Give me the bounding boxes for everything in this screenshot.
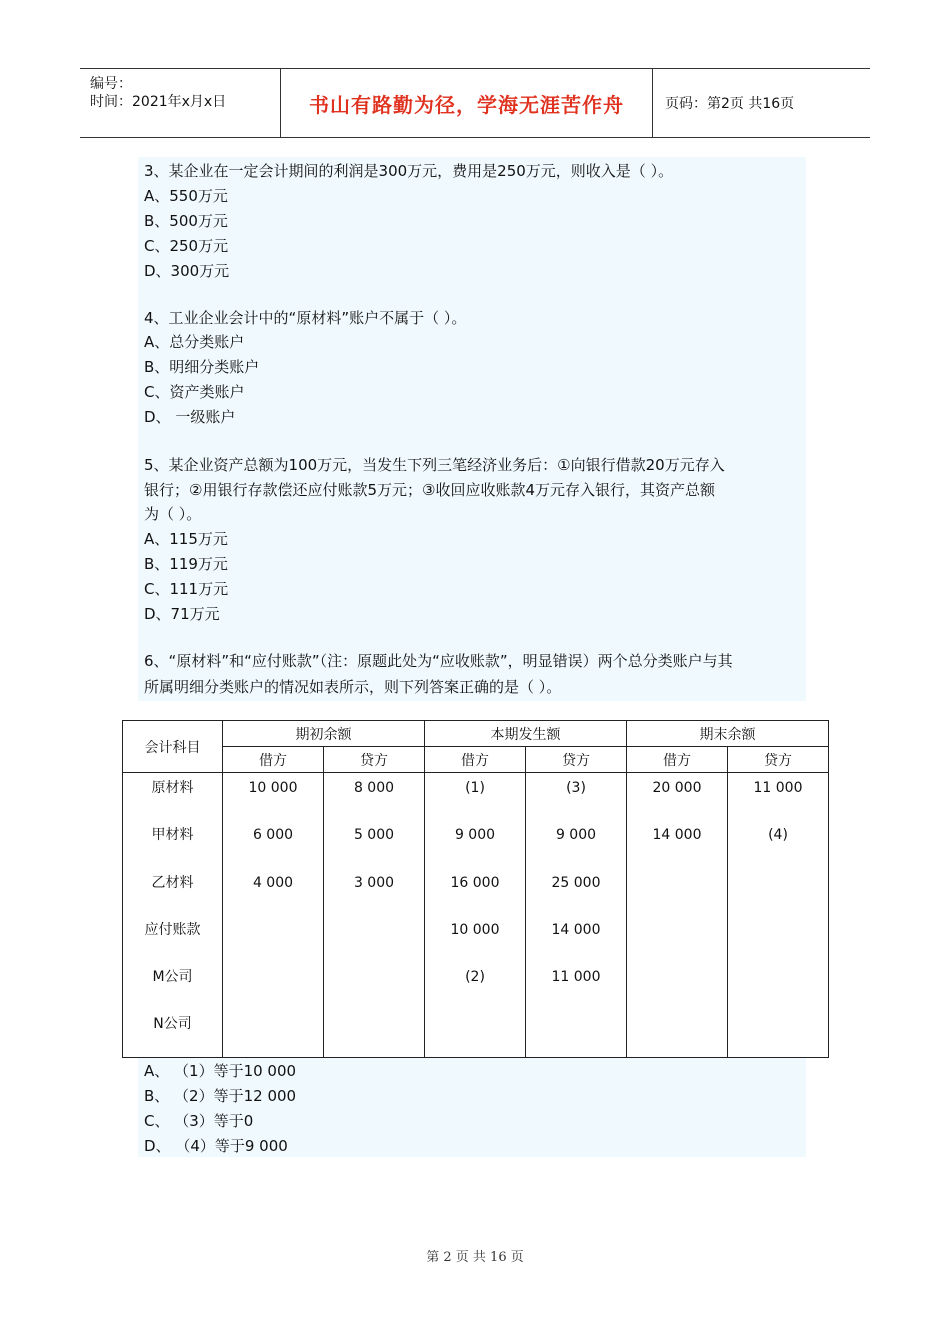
table-cell: 14 000 <box>551 921 601 938</box>
question-4-option-c: C、资产类账户 <box>144 383 245 401</box>
table-cell: (1) <box>465 780 485 796</box>
period-amount-header: 本期发生额 <box>425 721 627 747</box>
question-4-stem: 4、工业企业会计中的“原材料”账户不属于（ ）。 <box>144 309 467 327</box>
credit-header: 贷方 <box>728 747 829 773</box>
value-column <box>425 773 526 1058</box>
table-body-row <box>123 773 829 1058</box>
table-cell <box>627 868 727 915</box>
table-cell <box>526 1009 626 1056</box>
header-motto-cell <box>281 69 653 137</box>
question-3-stem: 3、某企业在一定会计期间的利润是300万元，费用是250万元，则收入是（ ）。 <box>144 162 674 180</box>
debit-header: 借方 <box>223 747 324 773</box>
value-column <box>324 773 425 1058</box>
table-cell <box>223 1009 323 1056</box>
table-cell <box>324 1009 424 1056</box>
table-subheader-row <box>123 747 829 773</box>
table-cell <box>425 1009 525 1056</box>
table-cell: 14 000 <box>652 827 702 844</box>
table-cell <box>223 962 323 1009</box>
value-column <box>223 773 324 1058</box>
question-6-stem-line-2: 所属明细分类账户的情况如表所示，则下列答案正确的是（ ）。 <box>144 678 562 696</box>
table-cell: 11 000 <box>753 780 803 796</box>
question-3-option-d: D、300万元 <box>144 262 230 280</box>
question-3-option-c: C、250万元 <box>144 237 229 255</box>
table-cell <box>728 868 828 915</box>
table-cell <box>223 915 323 962</box>
question-6-option-b: B、 （2）等于12 000 <box>144 1087 297 1105</box>
header-page-cell <box>653 69 870 137</box>
document-header <box>80 68 870 138</box>
question-4-option-a: A、总分类账户 <box>144 333 245 351</box>
closing-balance-header: 期末余额 <box>627 721 829 747</box>
table-cell: 5 000 <box>353 827 395 844</box>
table-cell <box>728 915 828 962</box>
subject-cell: 乙材料 <box>151 874 194 891</box>
account-table <box>122 720 829 1058</box>
subject-cell: 甲材料 <box>151 827 194 844</box>
value-column <box>526 773 627 1058</box>
table-cell: 16 000 <box>450 874 500 891</box>
question-5-option-b: B、119万元 <box>144 555 228 573</box>
subject-column <box>123 773 223 1058</box>
credit-header: 贷方 <box>526 747 627 773</box>
table-cell <box>627 915 727 962</box>
questions-background <box>138 157 806 701</box>
debit-header: 借方 <box>627 747 728 773</box>
question-6-option-c: C、 （3）等于0 <box>144 1112 254 1130</box>
table-cell: 10 000 <box>248 780 298 796</box>
table-cell <box>627 1009 727 1056</box>
value-column <box>728 773 829 1058</box>
page-footer: 第 2 页 共 16 页 <box>426 1250 524 1265</box>
question-6-option-a: A、 （1）等于10 000 <box>144 1062 297 1080</box>
question-6-stem-line-1: 6、“原材料”和“应付账款”（注：原题此处为“应收账款”，明显错误）两个总分类账户与其 <box>144 652 733 670</box>
table-cell: (2) <box>465 969 485 986</box>
question-5-stem-line-2: 银行；②用银行存款偿还应付账款5万元；③收回应收账款4万元存入银行，其资产总额 <box>144 481 715 499</box>
question-3-option-a: A、550万元 <box>144 187 228 205</box>
table-cell: 8 000 <box>353 780 395 796</box>
table-cell: 9 000 <box>555 827 597 844</box>
document-number-label: 编号： <box>90 76 132 92</box>
table-cell <box>324 962 424 1009</box>
table-cell <box>324 915 424 962</box>
table-cell: 6 000 <box>252 827 294 844</box>
question-5-option-a: A、115万元 <box>144 530 228 548</box>
table-cell: 3 000 <box>353 874 395 891</box>
table-header-row <box>123 721 829 747</box>
debit-header: 借方 <box>425 747 526 773</box>
question-5-option-d: D、71万元 <box>144 605 220 623</box>
table-cell <box>627 962 727 1009</box>
header-page-info: 页码：第2页 共16页 <box>665 96 795 112</box>
table-cell: 9 000 <box>454 827 496 844</box>
opening-balance-header: 期初余额 <box>223 721 425 747</box>
subject-cell: 原材料 <box>151 780 194 796</box>
question-5-option-c: C、111万元 <box>144 580 229 598</box>
subject-cell: M公司 <box>152 969 193 986</box>
motto-text: 书山有路勤为径，学海无涯苦作舟 <box>309 92 624 117</box>
table-cell: (3) <box>566 780 586 796</box>
value-column <box>627 773 728 1058</box>
question-5-stem-line-1: 5、某企业资产总额为100万元，当发生下列三笔经济业务后：①向银行借款20万元存入 <box>144 456 725 474</box>
table-cell: 4 000 <box>252 874 294 891</box>
subject-cell: 应付账款 <box>144 921 201 938</box>
subject-cell: N公司 <box>153 1016 192 1033</box>
table-cell <box>728 962 828 1009</box>
table-cell: 25 000 <box>551 874 601 891</box>
question-4-option-b: B、明细分类账户 <box>144 358 260 376</box>
question-4-option-d: D、 一级账户 <box>144 408 236 426</box>
credit-header: 贷方 <box>324 747 425 773</box>
table-cell: 20 000 <box>652 780 702 796</box>
header-meta-cell <box>80 69 281 137</box>
question-3-option-b: B、500万元 <box>144 212 228 230</box>
table-cell: (4) <box>768 827 788 844</box>
table-cell <box>728 1009 828 1056</box>
subject-header: 会计科目 <box>123 721 223 773</box>
table-cell: 10 000 <box>450 921 500 938</box>
question-5-stem-line-3: 为（ ）。 <box>144 505 202 523</box>
table-cell: 11 000 <box>551 969 601 986</box>
document-time-label: 时间：2021年x月x日 <box>90 94 227 110</box>
question-6-option-d: D、 （4）等于9 000 <box>144 1137 288 1155</box>
